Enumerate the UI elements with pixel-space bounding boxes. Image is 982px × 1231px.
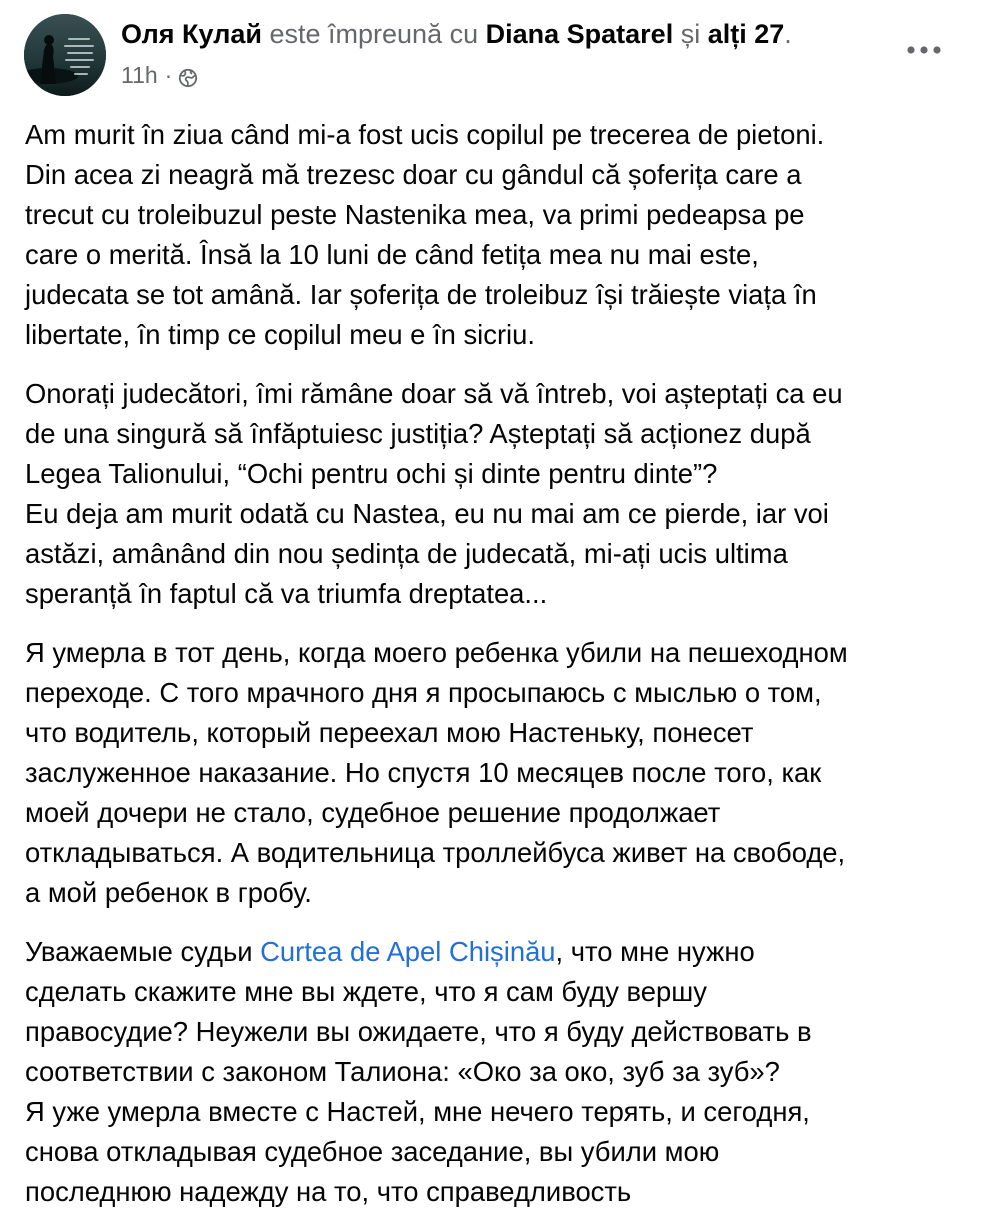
post-meta [121,60,198,90]
text-line: Eu deja am murit odată cu Nastea, eu nu mai am ce pierde, iar voi [25,498,829,529]
text-line: сделать скажите мне вы ждете, что я сам буду вершу [25,976,707,1007]
post-header [0,0,982,110]
paragraph-russian-2 [25,932,965,1212]
text-line: моей дочери не стало, судебное решение продолжает [25,797,721,828]
tagged-others-link[interactable]: alți 27 [707,19,785,49]
meta-separator: · [164,62,173,88]
text-line: speranță în faptul că va triumfa dreptatea... [25,578,548,609]
text-line: Я умерла в тот день, когда моего ребенка убили на пешеходном [25,637,848,668]
text-line: libertate, în timp ce copilul meu e în sicriu. [25,319,535,350]
text-line: переходе. С того мрачного дня я просыпаюсь с мыслью о том, [25,677,822,708]
author-name[interactable]: Оля Кулай [121,19,262,49]
text-line: правосудие? Неужели вы ожидаете, что я буду действовать в [25,1016,812,1047]
text-line [25,932,965,972]
with-text: este împreună cu [269,19,479,49]
text-line: Onorați judecători, îmi rămâne doar să vă întreb, voi așteptați ca eu [25,378,843,409]
text-line: Legea Talionului, “Ochi pentru ochi și dinte pentru dinte”? [25,458,718,489]
author-avatar[interactable] [24,14,106,96]
paragraph-romanian-1 [25,115,965,355]
text-line: trecut cu troleibuzul peste Nastenika mea, va primi pedeapsa pe [25,199,805,230]
text-line: заслуженное наказание. Но спустя 10 месяцев после того, как [25,757,822,788]
text-line: что водитель, который переехал мою Настеньку, понесет [25,717,754,748]
text-line: Я уже умерла вместе с Настей, мне нечего терять, и сегодня, [25,1096,810,1127]
text-line: соответствии с законом Талиона: «Око за око, зуб за зуб»? [25,1056,780,1087]
text-line: снова откладывая судебное заседание, вы убили мою [25,1136,720,1167]
headline-period: . [784,19,792,49]
tagged-person-link[interactable]: Diana Spatarel [485,19,674,49]
text-line: последнюю надежду на то, что справедливость [25,1176,632,1207]
text-line: Din acea zi neagră mă trezesc doar cu gândul că șoferița care a [25,159,802,190]
text-line: Am murit în ziua când mi-a fost ucis copilul pe trecerea de pietoni. [25,119,825,150]
more-options-button[interactable] [902,32,946,68]
more-options-icon [907,46,941,54]
post-timestamp[interactable]: 11h [121,62,158,88]
court-mention-link[interactable]: Curtea de Apel Chișinău [260,936,556,967]
text-line: откладываться. А водительница троллейбуса живет на свободе, [25,837,846,868]
text-fragment: Уважаемые судьи [25,936,261,967]
text-line: astăzi, amânând din nou ședința de judecată, mi-ați ucis ultima [25,538,788,569]
paragraph-romanian-2 [25,374,965,614]
avatar-image [24,14,106,96]
text-fragment: , что мне нужно [555,936,755,967]
post-headline [121,16,792,52]
post-text [25,115,965,1231]
text-line: care o merită. Însă la 10 luni de când fetița mea nu mai este, [25,239,759,270]
text-line: а мой ребенок в гробу. [25,877,312,908]
globe-icon[interactable] [178,65,198,85]
and-text: și [680,19,701,49]
paragraph-russian-1 [25,633,965,913]
text-line: judecata se tot amână. Iar șoferița de troleibuz își trăiește viața în [25,279,817,310]
text-line: de una singură să înfăptuiesc justiția? Așteptați să acționez după [25,418,811,449]
